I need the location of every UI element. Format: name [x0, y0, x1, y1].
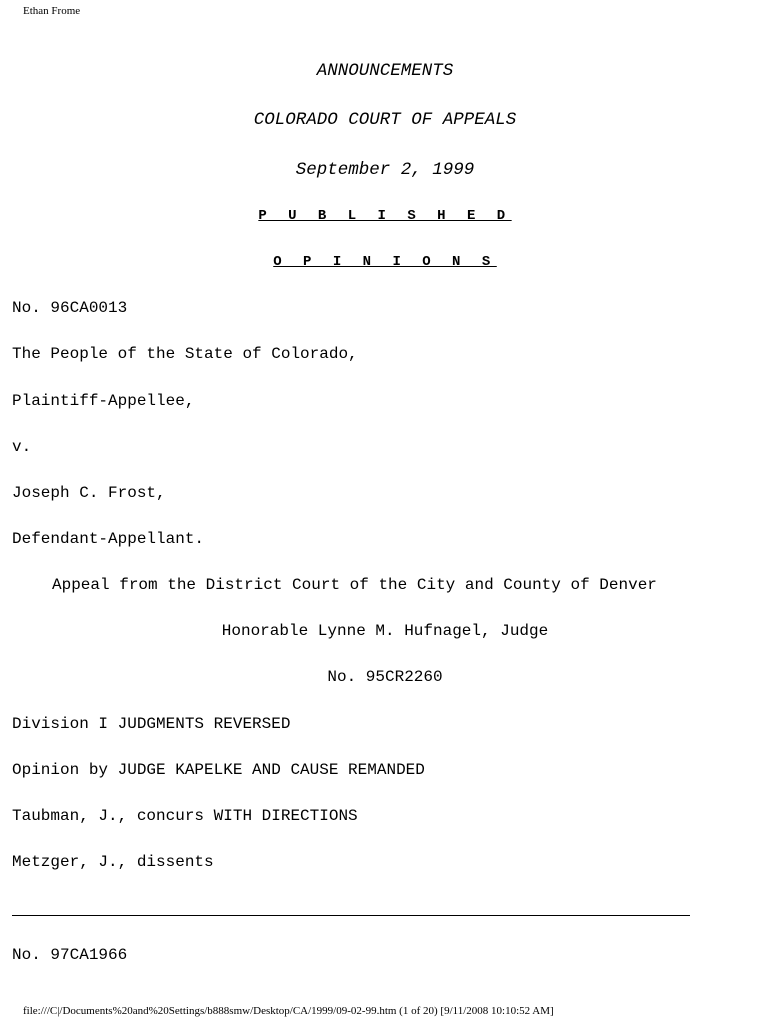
announcements-heading: ANNOUNCEMENTS — [316, 61, 454, 81]
concurrence-line: Taubman, J., concurs WITH DIRECTIONS — [12, 807, 358, 825]
case-number: No. 96CA0013 — [12, 299, 128, 317]
lower-court-case-number: No. 95CR2260 — [327, 668, 443, 686]
opinion-by-line: Opinion by JUDGE KAPELKE AND CAUSE REMANDED — [12, 761, 425, 779]
trial-judge: Honorable Lynne M. Hufnagel, Judge — [221, 622, 549, 640]
dissent-line: Metzger, J., dissents — [12, 853, 214, 871]
plaintiff-name: The People of the State of Colorado, — [12, 345, 358, 363]
opinions-heading: O P I N I O N S — [273, 254, 497, 270]
announcement-date: September 2, 1999 — [295, 160, 475, 180]
appeal-source: Appeal from the District Court of the City and County of Denver — [52, 576, 657, 594]
section-divider — [12, 915, 690, 916]
published-heading: P U B L I S H E D — [258, 208, 512, 224]
division-line: Division I JUDGMENTS REVERSED — [12, 715, 291, 733]
document-title: Ethan Frome — [23, 5, 81, 17]
court-name: COLORADO COURT OF APPEALS — [253, 110, 517, 130]
defendant-role: Defendant-Appellant. — [12, 530, 205, 548]
plaintiff-role: Plaintiff-Appellee, — [12, 392, 195, 410]
defendant-name: Joseph C. Frost, — [12, 484, 166, 502]
versus: v. — [12, 438, 32, 456]
case-number: No. 97CA1966 — [12, 946, 128, 964]
page-footer: file:///C|/Documents%20and%20Settings/b888smw/Desktop/CA/1999/09-02-99.htm (1 of 20) [9/11/2008 10:10:52 AM] — [23, 1005, 554, 1017]
